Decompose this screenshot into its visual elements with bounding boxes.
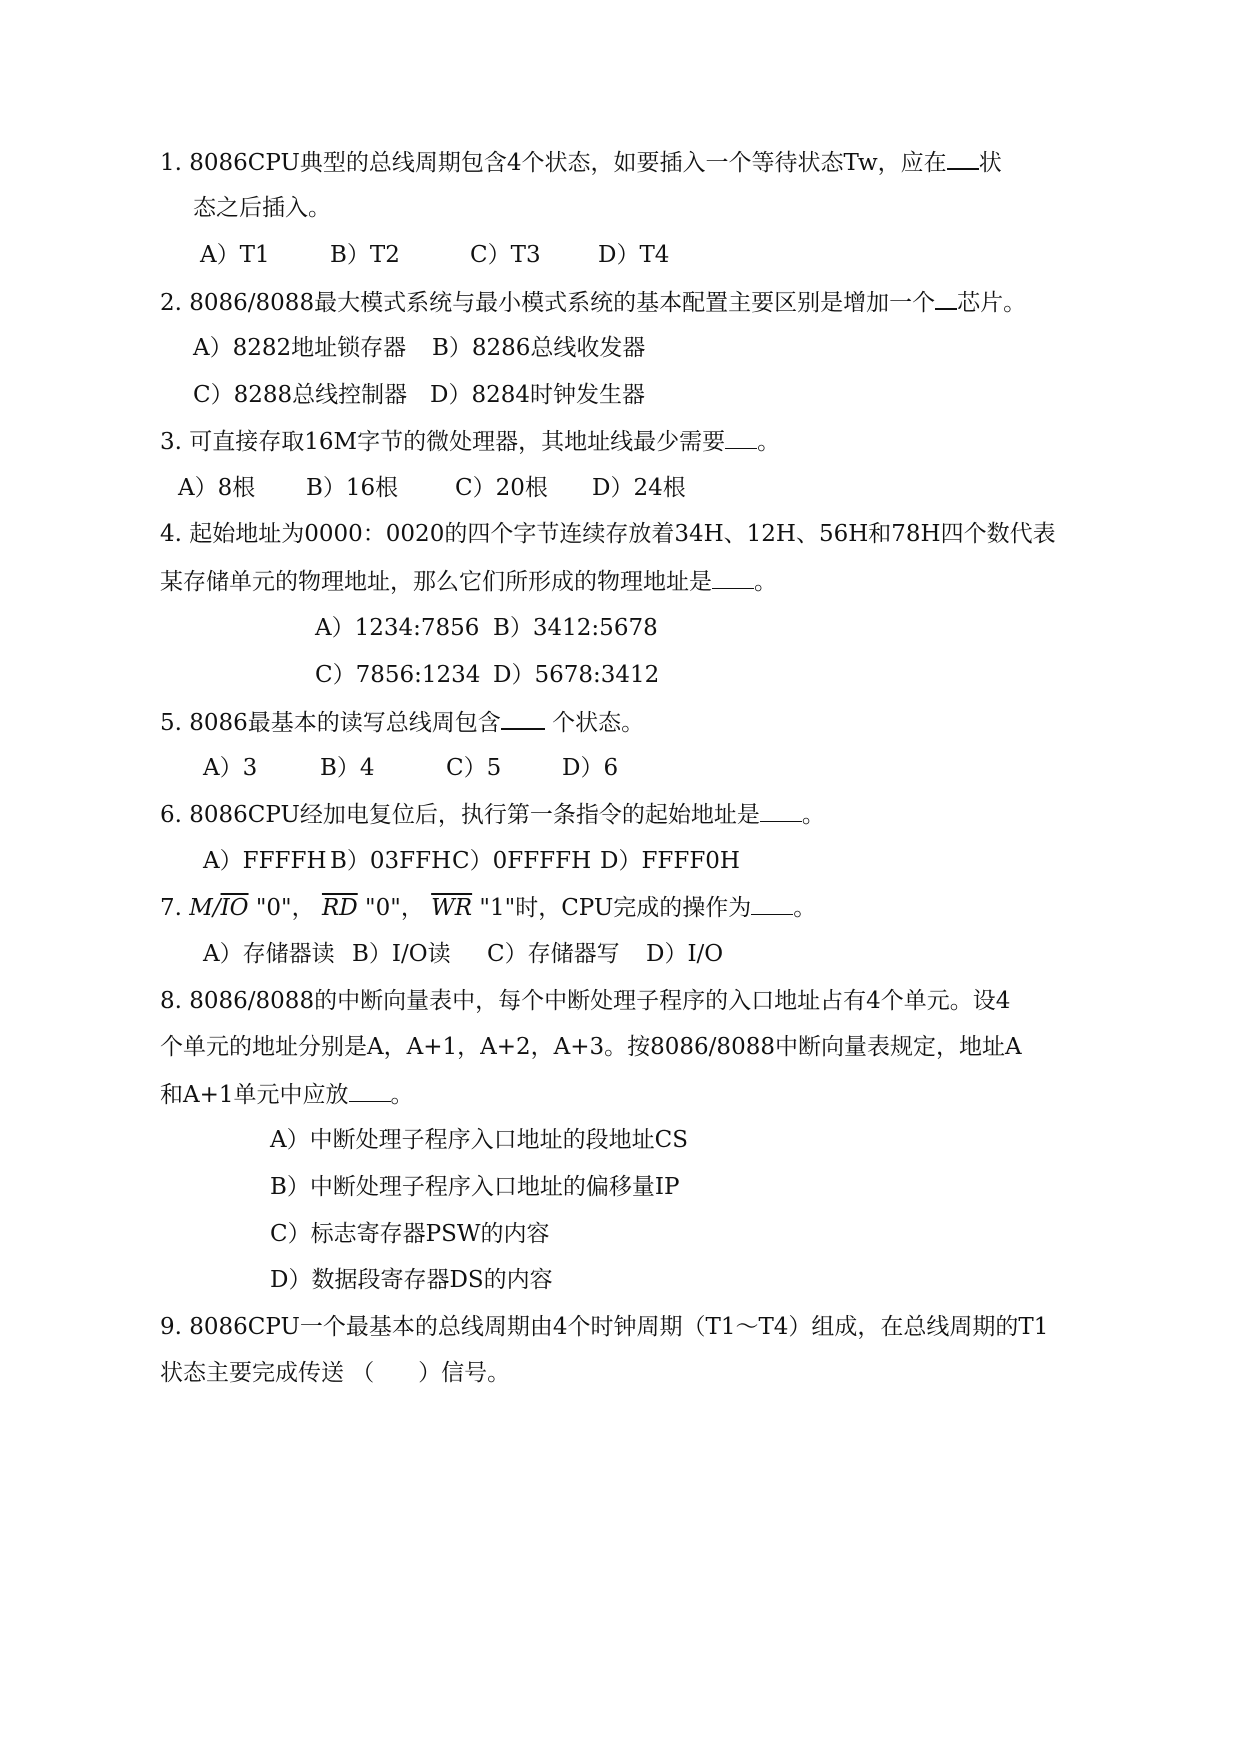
option-b: B）T2 [330, 242, 400, 268]
question-4-line-2: 某存储单元的物理地址，那么它们所形成的物理地址是 。 [160, 566, 777, 597]
option-c: C）8288总线控制器 [193, 382, 408, 408]
option-d: D）T4 [598, 242, 670, 268]
question-4-line-1: 4. 起始地址为0000：0020的四个字节连续存放着34H、12H、56H和78H四个数代表 [160, 521, 1056, 547]
question-1-line-1: 1. 8086CPU典型的总线周期包含4个状态，如要插入一个等待状态Tw，应在 状 [160, 146, 1002, 178]
option-b: B）8286总线收发器 [432, 335, 646, 361]
option-d: D）FFFF0H [600, 848, 740, 874]
question-8-line-2: 个单元的地址分别是A，A+1，A+2，A+3。按8086/8088中断向量表规定，地址A [160, 1034, 1022, 1060]
option-a: A）T1 [200, 242, 270, 268]
option-c: C）7856:1234 [315, 662, 481, 688]
question-8-line-3: 和A+1单元中应放 。 [160, 1079, 414, 1110]
option-b: B）03FFH [330, 848, 452, 874]
answer-blank [947, 146, 979, 170]
question-8-line-1: 8. 8086/8088的中断向量表中，每个中断处理子程序的入口地址占有4个单元。设4 [160, 988, 1011, 1014]
option-a: A）8282地址锁存器 [193, 335, 407, 361]
option-d: D）6 [562, 755, 619, 781]
option-d: D）I/O [646, 941, 724, 967]
option-c: C）T3 [470, 242, 541, 268]
option-d: D）数据段寄存器DS的内容 [270, 1267, 553, 1293]
answer-blank [751, 892, 793, 915]
option-a: A）FFFFH [203, 848, 327, 874]
question-3-line-1: 3. 可直接存取16M字节的微处理器，其地址线最少需要 。 [160, 426, 780, 457]
option-d: D）24根 [592, 475, 686, 501]
answer-blank [501, 706, 545, 730]
option-a: A）中断处理子程序入口地址的段地址CS [270, 1127, 688, 1153]
answer-blank [725, 426, 757, 449]
option-a: A）8根 [178, 475, 256, 501]
option-a: A）存储器读 [203, 941, 335, 967]
option-d: D）8284时钟发生器 [430, 382, 645, 408]
question-9-line-1: 9. 8086CPU一个最基本的总线周期由4个时钟周期（T1～T4）组成，在总线周期的T1 [160, 1314, 1049, 1340]
option-b: B）16根 [306, 475, 399, 501]
signal-rd: $\overline{RD}$ [321, 895, 358, 921]
option-c: C）0FFFFH [452, 848, 592, 874]
option-b: B）4 [320, 755, 375, 781]
answer-blank [935, 286, 957, 310]
question-1-line-2: 态之后插入。 [193, 195, 331, 221]
option-a: A）3 [203, 755, 258, 781]
question-6-line-1: 6. 8086CPU经加电复位后，执行第一条指令的起始地址是 。 [160, 799, 825, 830]
question-2-line-1: 2. 8086/8088最大模式系统与最小模式系统的基本配置主要区别是增加一个 芯片。 [160, 286, 1026, 318]
option-c: C）标志寄存器PSW的内容 [270, 1221, 550, 1247]
option-b: B）I/O读 [352, 941, 451, 967]
option-c: C）5 [446, 755, 502, 781]
answer-blank [760, 799, 802, 822]
signal-io: $\overline{IO}$ [220, 895, 249, 921]
answer-blank [349, 1079, 391, 1102]
question-7-line-1: 7. $M/\overline{IO}$ "0"， $\overline{RD}$ "0"， $\overline{WR}$ "1"时，CPU完成的操作为 。 [160, 892, 816, 923]
answer-blank [712, 566, 754, 589]
question-5-line-1: 5. 8086最基本的读写总线周包含 个状态。 [160, 706, 644, 738]
option-c: C）20根 [455, 475, 548, 501]
option-a: A）1234:7856 [315, 615, 480, 641]
option-c: C）存储器写 [487, 941, 620, 967]
signal-m: M [189, 895, 213, 921]
option-b: B）3412:5678 [493, 615, 658, 641]
option-b: B）中断处理子程序入口地址的偏移量IP [270, 1174, 680, 1200]
option-d: D）5678:3412 [493, 662, 660, 688]
signal-wr: $\overline{WR}$ [431, 895, 473, 921]
question-9-line-2: 状态主要完成传送 （ ）信号。 [160, 1360, 511, 1386]
